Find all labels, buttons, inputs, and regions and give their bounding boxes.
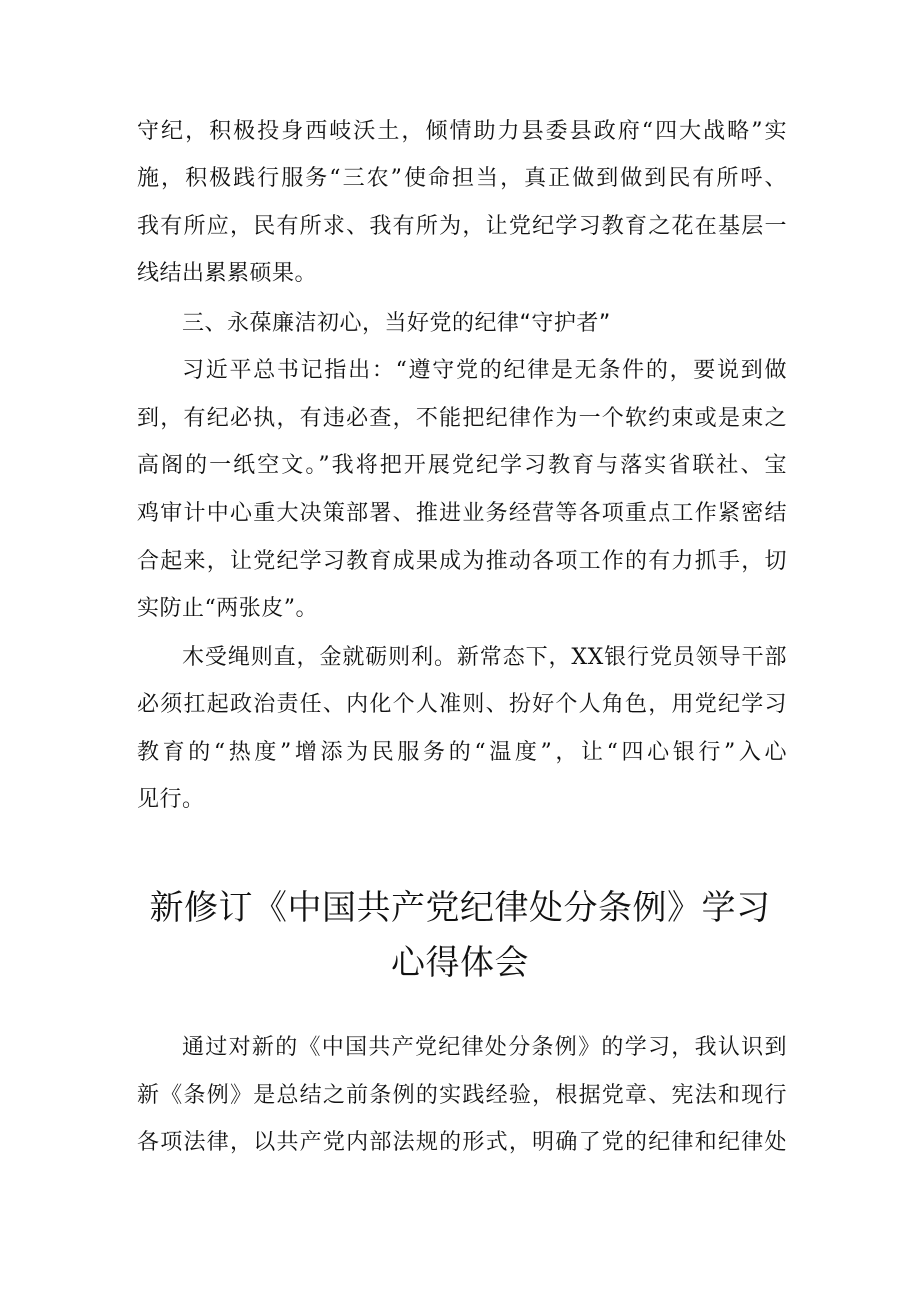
section-heading: 三、永葆廉洁初心，当好党的纪律“守护者” [182, 311, 611, 336]
body-text-line: 新《条例》是总结之前条例的实践经验，根据党章、宪法和现行 [137, 1083, 787, 1108]
body-text-line: 我有所应，民有所求、我有所为，让党纪学习教育之花在基层一 [137, 214, 787, 239]
article-title: 心得体会 [391, 943, 529, 983]
body-text-line: 鸡审计中心重大决策部署、推进业务经营等各项重点工作紧密结 [137, 501, 787, 526]
body-text-line: 实防止“两张皮”。 [137, 596, 318, 621]
body-text-line: 通过对新的《中国共产党纪律处分条例》的学习，我认识到 [182, 1035, 787, 1060]
body-text-line: 守纪，积极投身西岐沃土，倾情助力县委县政府“四大战略”实 [137, 119, 787, 144]
body-text-line: 线结出累累硕果。 [137, 261, 318, 286]
body-text-line: 合起来，让党纪学习教育成果成为推动各项工作的有力抓手，切 [137, 549, 787, 574]
body-text-line: 教育的“热度”增添为民服务的“温度”，让“四心银行”入心 [137, 740, 787, 765]
body-text-line: 见行。 [137, 787, 205, 812]
article-title: 新修订《中国共产党纪律处分条例》学习 [149, 888, 771, 928]
body-text-line: 到，有纪必执，有违必查，不能把纪律作为一个软约束或是束之 [137, 406, 787, 431]
body-text-line: 施，积极践行服务“三农”使命担当，真正做到做到民有所呼、 [137, 166, 787, 191]
body-text-line: 必须扛起政治责任、内化个人准则、扮好个人角色，用党纪学习 [137, 692, 787, 717]
body-text-line: 各项法律，以共产党内部法规的形式，明确了党的纪律和纪律处 [137, 1130, 787, 1155]
body-text-line: 木受绳则直，金就砺则利。新常态下，XX银行党员领导干部 [182, 645, 787, 670]
body-text-line: 高阁的一纸空文。”我将把开展党纪学习教育与落实省联社、宝 [137, 453, 787, 478]
body-text-line: 习近平总书记指出：“遵守党的纪律是无条件的，要说到做 [182, 358, 787, 383]
